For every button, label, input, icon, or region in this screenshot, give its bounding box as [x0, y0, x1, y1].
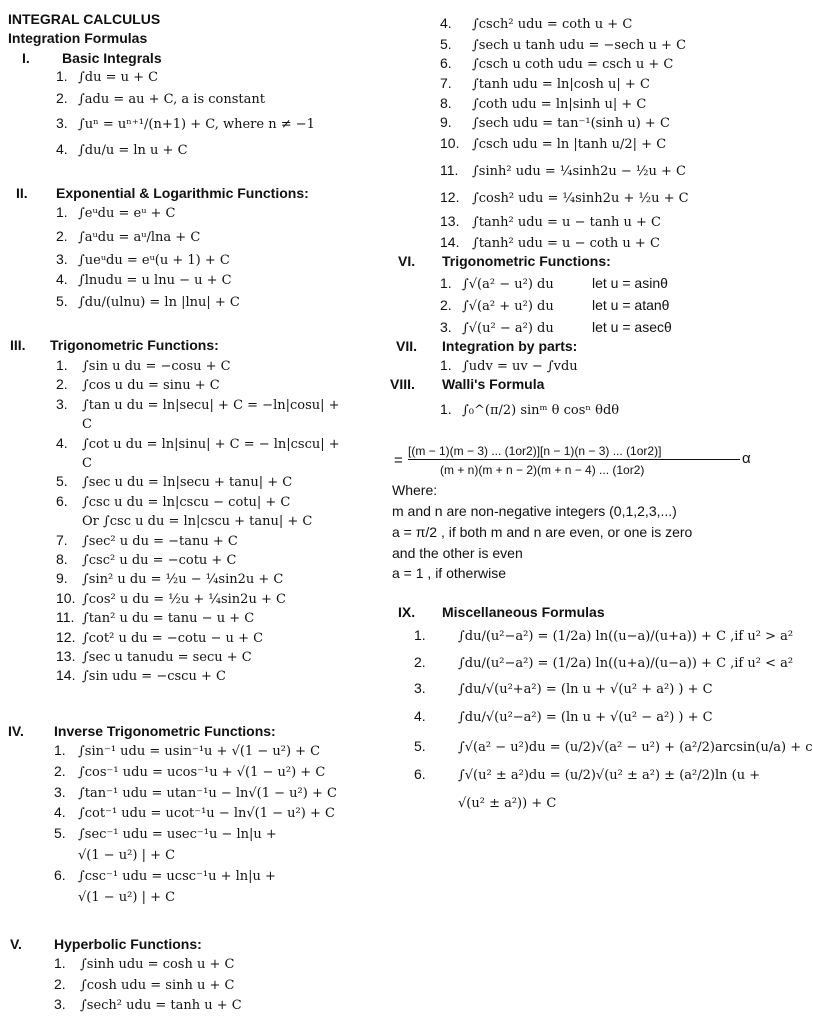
formula-number: 4.: [414, 708, 426, 724]
formula-line: [54, 995, 242, 1015]
formula-number: 12.: [440, 189, 460, 205]
formula-number: 14.: [56, 667, 76, 683]
formula-text: ∫du/√(u²−a²) = (ln u + √(u² − a²) ) + C: [458, 710, 713, 725]
formula-number: 2.: [54, 763, 66, 779]
formula-text: ∫uⁿ = uⁿ⁺¹/(n+1) + C, where n ≠ −1: [78, 117, 315, 132]
formula-line: [54, 803, 335, 823]
formula-text: ∫√(a² − u²)du = (u/2)√(a² − u²) + (a²/2)arcsin(u/a) + c: [458, 740, 813, 755]
formula-text: ∫tanh² udu = u − tanh u + C: [472, 215, 661, 230]
formula-line: [54, 975, 234, 995]
formula-line: [56, 608, 254, 628]
formula-text: ∫sinh udu = cosh u + C: [80, 957, 235, 972]
formula-number: 4.: [56, 141, 68, 157]
wallis-numerator: [(m − 1)(m − 3) ... (1or2)][n − 1)(n − 3) ... (1or2)]: [408, 444, 662, 458]
formula-number: 8.: [440, 95, 452, 111]
section-heading-trigsub: VI. Trigonometric Functions:: [398, 253, 611, 269]
wallis-note-3: and the other is even: [392, 545, 523, 561]
formula-line: [56, 511, 312, 531]
formula-line: [440, 134, 666, 154]
formula-text: ∫sinh² udu = ¼sinh2u − ½u + C: [472, 164, 686, 179]
formula-text: ∫cos⁻¹ udu = ucos⁻¹u + √(1 − u²) + C: [78, 765, 326, 780]
wallis-equals: =: [394, 452, 403, 469]
formula-line: [414, 653, 793, 673]
section-heading-trig: III. Trigonometric Functions:: [10, 337, 219, 353]
formula-text: ∫tanh udu = ln|cosh u| + C: [472, 77, 650, 92]
formula-number: 5.: [440, 36, 452, 52]
formula-number: 2.: [56, 90, 68, 106]
formula-text: √(u² ± a²)) + C: [458, 796, 557, 811]
formula-text: √(1 − u²) | + C: [78, 848, 176, 863]
section-heading-exp: II. Exponential & Logarithmic Functions:: [16, 185, 309, 201]
formula-number: 8.: [56, 551, 68, 567]
formula-text: ∫csc² u du = −cotu + C: [82, 553, 237, 568]
formula-text: ∫sin⁻¹ udu = usin⁻¹u + √(1 − u²) + C: [78, 744, 321, 759]
formula-text: ∫sech u tanh udu = −sech u + C: [472, 38, 687, 53]
formula-number: 13.: [56, 648, 76, 664]
formula-number: 1.: [56, 204, 68, 220]
formula-line: [414, 626, 793, 646]
formula-number: 3.: [56, 396, 68, 412]
substitution-hint: let u = atanθ: [592, 297, 670, 313]
formula-text: ∫sin udu = −cscu + C: [82, 669, 226, 684]
formula-number: 7.: [440, 75, 452, 91]
wallis-denominator: (m + n)(m + n − 2)(m + n − 4) ... (1or2): [440, 463, 645, 477]
formula-text: ∫du/(u²−a²) = (1/2a) ln((u+a)/(u−a)) + C ,if u² < a²: [458, 656, 794, 671]
formula-line: [54, 783, 337, 803]
formula-number: 3.: [56, 115, 68, 131]
formula-line: [440, 212, 661, 232]
formula-text: ∫cos u du = sinu + C: [82, 378, 220, 393]
formula-number: 3.: [54, 996, 66, 1012]
formula-number: 5.: [56, 473, 68, 489]
formula-text: ∫√(u² − a²) du: [462, 321, 554, 336]
formula-number: 10.: [440, 135, 460, 151]
section-heading-parts: VII. Integration by parts:: [396, 338, 578, 354]
formula-number: 2.: [56, 228, 68, 244]
formula-number: 1.: [54, 742, 66, 758]
wallis-fraction-bar: [408, 459, 740, 460]
formula-number: 6.: [414, 766, 426, 782]
formula-number: 12.: [56, 629, 76, 645]
formula-line: [440, 94, 646, 114]
formula-line: [56, 140, 188, 160]
formula-line: [56, 292, 240, 312]
formula-line: [440, 296, 670, 316]
formula-text: ∫tan u du = ln|secu| + C = −ln|cosu| +: [82, 398, 340, 413]
formula-number: 2.: [414, 654, 426, 670]
formula-number: 9.: [440, 114, 452, 130]
formula-number: 3.: [54, 784, 66, 800]
formula-text: Or ∫csc u du = ln|cscu + tanu| + C: [82, 514, 313, 529]
formula-number: 13.: [440, 213, 460, 229]
formula-text: ∫√(u² ± a²)du = (u/2)√(u² ± a²) ± (a²/2)ln (u +: [458, 768, 761, 783]
formula-text: ∫csc u du = ln|cscu − cotu| + C: [82, 495, 291, 510]
substitution-hint: let u = asinθ: [592, 275, 668, 291]
formula-line: [56, 550, 236, 570]
formula-text: ∫udv = uv − ∫vdu: [462, 359, 578, 374]
formula-line: [440, 161, 686, 181]
formula-number: 7.: [56, 532, 68, 548]
formula-number: 4.: [56, 271, 68, 287]
formula-number: 9.: [56, 570, 68, 586]
formula-line: [54, 824, 277, 844]
formula-number: 2.: [440, 297, 452, 313]
formula-line: [440, 233, 660, 253]
formula-text: ∫eᵘdu = eᵘ + C: [78, 206, 176, 221]
formula-text: ∫ueᵘdu = eᵘ(u + 1) + C: [78, 253, 230, 268]
formula-line: [54, 845, 175, 865]
formula-number: 6.: [440, 55, 452, 71]
formula-line: [54, 887, 175, 907]
formula-line: [56, 434, 340, 454]
formula-text: ∫lnudu = u lnu − u + C: [78, 273, 232, 288]
wallis-where: Where:: [392, 482, 438, 498]
formula-text: ∫sec u tanudu = secu + C: [82, 650, 252, 665]
formula-number: 5.: [56, 293, 68, 309]
wallis-note-1: m and n are non-negative integers (0,1,2,3,...): [392, 503, 677, 519]
formula-number: 1.: [56, 357, 68, 373]
wallis-note-4: a = 1 , if otherwise: [392, 565, 507, 581]
formula-text: ∫csch udu = ln |tanh u/2| + C: [472, 137, 667, 152]
formula-number: 1.: [56, 68, 68, 84]
formula-text: ∫cosh udu = sinh u + C: [80, 978, 235, 993]
formula-line: [440, 54, 673, 74]
formula-line: [440, 188, 689, 208]
wallis-integral: 1. ∫₀^(π/2) sinᵐ θ cosⁿ θdθ: [440, 401, 620, 418]
formula-number: 11.: [56, 609, 75, 625]
formula-number: 6.: [54, 867, 66, 883]
formula-text: ∫du/√(u²+a²) = (ln u + √(u² + a²) ) + C: [458, 682, 713, 697]
formula-line: [56, 472, 292, 492]
formula-number: 4.: [56, 435, 68, 451]
formula-line: [56, 453, 92, 473]
formula-line: [56, 666, 226, 686]
formula-number: 1.: [54, 955, 66, 971]
formula-text: ∫sech udu = tan⁻¹(sinh u) + C: [472, 116, 670, 131]
formula-text: ∫du/u = ln u + C: [78, 143, 188, 158]
formula-line: [56, 89, 265, 109]
formula-text: ∫sin² u du = ½u − ¼sin2u + C: [82, 572, 284, 587]
formula-line: [440, 35, 686, 55]
formula-text: ∫sec u du = ln|secu + tanu| + C: [82, 475, 293, 490]
formula-line: [440, 14, 632, 34]
formula-number: 3.: [56, 251, 68, 267]
formula-number: 5.: [54, 825, 66, 841]
section-heading-wallis: VIII. Walli's Formula: [390, 376, 545, 392]
formula-text: ∫du = u + C: [78, 70, 159, 85]
formula-line: [440, 356, 578, 376]
formula-line: [414, 679, 713, 699]
formula-line: [56, 569, 283, 589]
page-subtitle: Integration Formulas: [8, 30, 148, 46]
formula-line: [56, 227, 200, 247]
formula-text: √(1 − u²) | + C: [78, 890, 176, 905]
section-heading-basic: I. Basic Integrals: [22, 50, 162, 66]
formula-line: [54, 866, 276, 886]
formula-line: [56, 395, 340, 415]
formula-line: [440, 318, 672, 338]
formula-number: 10.: [56, 590, 76, 606]
formula-line: [414, 737, 813, 757]
formula-line: [56, 531, 238, 551]
formula-text: ∫cosh² udu = ¼sinh2u + ½u + C: [472, 191, 689, 206]
formula-line: [414, 793, 556, 813]
formula-text: ∫cot⁻¹ udu = ucot⁻¹u − ln√(1 − u²) + C: [78, 806, 335, 821]
formula-text: ∫cot u du = ln|sinu| + C = − ln|cscu| +: [82, 437, 340, 452]
formula-number: 1.: [414, 627, 426, 643]
formula-line: [56, 375, 220, 395]
section-heading-invtrig: IV. Inverse Trigonometric Functions:: [8, 723, 276, 739]
section-heading-hyper: V. Hyperbolic Functions:: [10, 936, 202, 952]
formula-line: [56, 203, 176, 223]
formula-text: ∫cos² u du = ½u + ¼sin2u + C: [82, 592, 286, 607]
formula-line: [56, 414, 92, 434]
formula-text: ∫tan⁻¹ udu = utan⁻¹u − ln√(1 − u²) + C: [78, 786, 337, 801]
formula-number: 6.: [56, 493, 68, 509]
formula-text: ∫du/(ulnu) = ln |lnu| + C: [78, 295, 240, 310]
formula-text: C: [82, 417, 92, 432]
formula-text: ∫√(a² + u²) du: [462, 299, 554, 314]
formula-number: 5.: [414, 738, 426, 754]
formula-number: 14.: [440, 234, 460, 250]
formula-line: [414, 765, 760, 785]
section-heading-misc: IX. Miscellaneous Formulas: [398, 604, 605, 620]
formula-line: [440, 113, 670, 133]
formula-number: 1.: [440, 275, 452, 291]
formula-text: ∫aᵘdu = aᵘ/lna + C: [78, 230, 201, 245]
formula-text: ∫√(a² − u²) du: [462, 277, 554, 292]
formula-text: ∫adu = au + C, a is constant: [78, 92, 265, 107]
formula-number: 2.: [54, 976, 66, 992]
substitution-hint: let u = asecθ: [592, 319, 672, 335]
formula-number: 3.: [440, 319, 452, 335]
formula-line: [56, 492, 290, 512]
formula-line: [54, 954, 234, 974]
formula-line: [414, 707, 713, 727]
formula-line: [54, 741, 320, 761]
formula-number: 4.: [54, 804, 66, 820]
formula-text: ∫cot² u du = −cotu − u + C: [82, 631, 264, 646]
formula-number: 1.: [440, 357, 452, 373]
formula-number: 2.: [56, 376, 68, 392]
formula-line: [56, 647, 252, 667]
formula-text: ∫sech² udu = tanh u + C: [80, 998, 242, 1013]
formula-line: [56, 250, 230, 270]
formula-text: ∫coth udu = ln|sinh u| + C: [472, 97, 647, 112]
page-title: INTEGRAL CALCULUS: [8, 11, 161, 27]
formula-number: 3.: [414, 680, 426, 696]
formula-line: [56, 589, 286, 609]
formula-number: 4.: [440, 15, 452, 31]
formula-text: C: [82, 456, 92, 471]
formula-number: 11.: [440, 162, 459, 178]
formula-text: ∫du/(u²−a²) = (1/2a) ln((u−a)/(u+a)) + C ,if u² > a²: [458, 629, 794, 644]
formula-line: [56, 114, 315, 134]
formula-text: ∫tanh² udu = u − coth u + C: [472, 236, 660, 251]
formula-line: [54, 762, 325, 782]
formula-text: ∫csch u coth udu = csch u + C: [472, 57, 674, 72]
formula-line: [56, 270, 232, 290]
formula-line: [440, 74, 650, 94]
formula-text: ∫sec⁻¹ udu = usec⁻¹u − ln|u +: [78, 827, 277, 842]
formula-line: [440, 274, 668, 294]
formula-line: [56, 67, 158, 87]
formula-text: ∫sin u du = −cosu + C: [82, 359, 231, 374]
formula-text: ∫sec² u du = −tanu + C: [82, 534, 238, 549]
formula-line: [56, 356, 231, 376]
formula-line: [56, 628, 263, 648]
formula-text: ∫csc⁻¹ udu = ucsc⁻¹u + ln|u +: [78, 869, 276, 884]
formula-text: ∫tan² u du = tanu − u + C: [82, 611, 255, 626]
wallis-note-2: a = π/2 , if both m and n are even, or one is zero: [392, 524, 693, 540]
formula-text: ∫csch² udu = coth u + C: [472, 17, 633, 32]
wallis-alpha: α: [742, 450, 751, 467]
